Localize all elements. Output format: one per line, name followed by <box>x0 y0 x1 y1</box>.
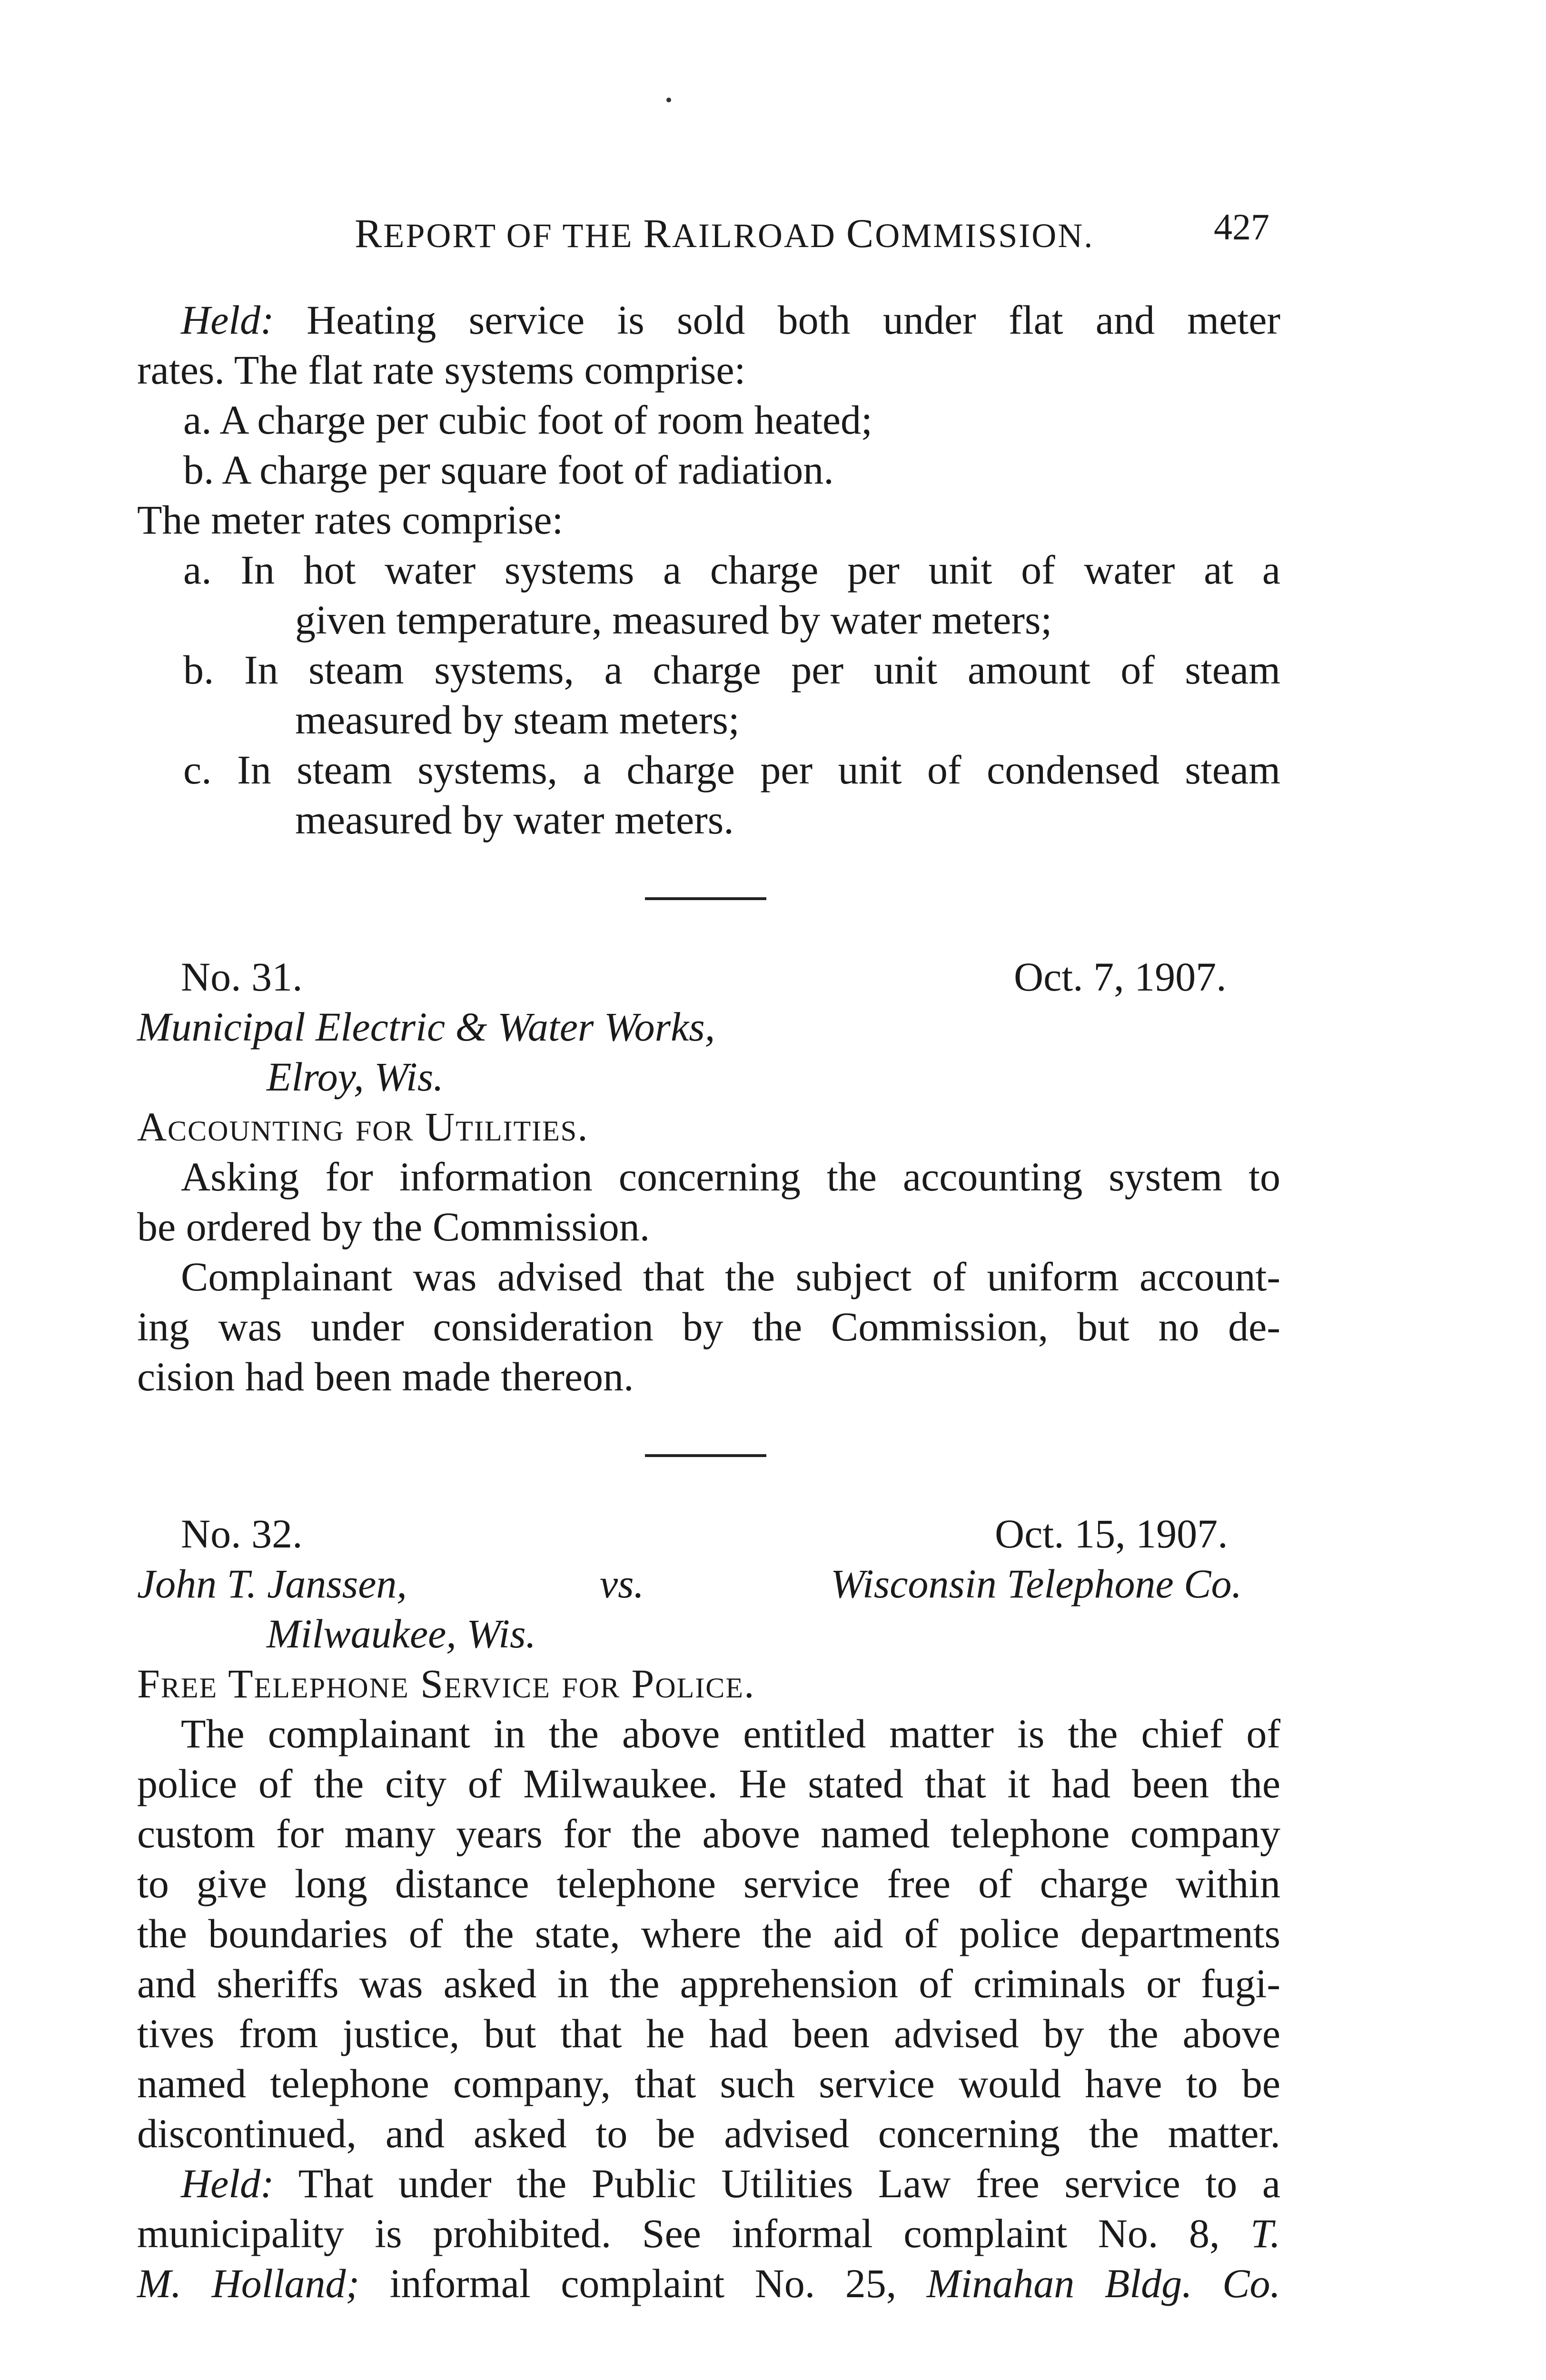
section-divider-2 <box>645 1454 766 1457</box>
case-32-complainant-city: Milwaukee, Wis. <box>267 1611 536 1656</box>
meter-rate-b-2: measured by steam meters; <box>295 697 740 743</box>
case-32-held-line-2-text: municipality is prohibited. See informal complaint No. 8, <box>137 2211 1220 2256</box>
case-32-para-1-line-7: tives from justice, but that he had been advised by the above <box>137 2011 1280 2056</box>
case-31-para-1-line-1: Asking for information concerning the accounting system to <box>181 1154 1280 1200</box>
header-text-3: OMMISSION. <box>875 217 1094 255</box>
header-text-1: EPORT OF THE <box>383 217 644 255</box>
flat-rate-b: b. A charge per square foot of radiation. <box>183 447 834 493</box>
case-31-subject: Accounting for Utilities. <box>137 1104 589 1150</box>
meter-rate-a-2: given temperature, measured by water meters; <box>295 597 1052 643</box>
section-divider-1 <box>645 897 766 900</box>
case-32-para-1-line-9: discontinued, and asked to be advised concerning the matter. <box>137 2111 1280 2156</box>
meter-rate-c-2: measured by water meters. <box>295 797 734 843</box>
header-cap-r: R <box>355 210 384 256</box>
case-31-para-2-line-3: cision had been made thereon. <box>137 1354 634 1399</box>
header-text-2: AILROAD <box>672 217 846 255</box>
meter-intro: The meter rates comprise: <box>137 497 564 543</box>
case-32-para-1-line-6: and sheriffs was asked in the apprehension of criminals or fugi- <box>137 1961 1280 2006</box>
case-32-held-line-1 <box>181 2159 1280 2209</box>
case-32-date: Oct. 15, 1907. <box>995 1511 1228 1557</box>
case-32-held-line-3 <box>137 2259 1280 2309</box>
case-32-held-label: Held: <box>181 2161 274 2206</box>
held-label: Held: <box>181 297 274 343</box>
meter-rate-c-1: c. In steam systems, a charge per unit of condensed steam <box>183 747 1280 793</box>
meter-rate-a-1: a. In hot water systems a charge per unit of water at a <box>183 547 1280 593</box>
flat-rate-a: a. A charge per cubic foot of room heated; <box>183 397 872 443</box>
case-32-held-line-2-initial: T. <box>1250 2211 1280 2256</box>
case-32-held-line-1-text: That under the Public Utilities Law free service to a <box>298 2161 1280 2206</box>
case-32-citation-minahan: Minahan Bldg. Co. <box>926 2261 1280 2306</box>
case-31-para-2-line-1: Complainant was advised that the subject of uniform account- <box>181 1254 1280 1299</box>
case-31-para-1-line-2: be ordered by the Commission. <box>137 1204 650 1250</box>
case-32-para-1-line-2: police of the city of Milwaukee. He stated that it had been the <box>137 1761 1280 1806</box>
case-32-para-1-line-3: custom for many years for the above named telephone company <box>137 1811 1280 1856</box>
case-31-party-city: Elroy, Wis. <box>267 1054 444 1100</box>
case-32-citation-holland: M. Holland; <box>137 2261 360 2306</box>
case-32-subject: Free Telephone Service for Police. <box>137 1661 755 1706</box>
case-31-para-2-line-2: ing was under consideration by the Commission, but no de- <box>137 1304 1280 1349</box>
ink-speck <box>666 98 671 102</box>
held-line-1 <box>181 295 1280 345</box>
case-32-held-line-2 <box>137 2209 1280 2259</box>
case-32-complainant: John T. Janssen, <box>137 1561 407 1606</box>
meter-rate-b-1: b. In steam systems, a charge per unit amount of steam <box>183 647 1280 693</box>
case-32-para-1-line-4: to give long distance telephone service free of charge within <box>137 1861 1280 1906</box>
case-32-para-1-line-5: the boundaries of the state, where the aid of police departments <box>137 1911 1280 1956</box>
page-number: 427 <box>1214 206 1269 248</box>
case-32-held-line-3-text: informal complaint No. 25, <box>389 2261 897 2306</box>
case-32-number: No. 32. <box>181 1511 303 1557</box>
case-31-party-name: Municipal Electric & Water Works, <box>137 1004 715 1050</box>
header-cap-c: C <box>846 210 875 256</box>
case-32-para-1-line-1: The complainant in the above entitled matter is the chief of <box>181 1711 1280 1756</box>
held-line-2: rates. The flat rate systems comprise: <box>137 347 746 393</box>
case-31-number: No. 31. <box>181 954 303 1000</box>
case-32-respondent: Wisconsin Telephone Co. <box>831 1561 1242 1606</box>
case-32-para-1-line-8: named telephone company, that such service would have to be <box>137 2061 1280 2106</box>
running-header <box>355 209 1094 257</box>
case-32-versus: vs. <box>600 1561 644 1606</box>
header-cap-r2: R <box>643 210 672 256</box>
case-31-date: Oct. 7, 1907. <box>1014 954 1227 1000</box>
held-line-1-text: Heating service is sold both under flat and meter <box>307 297 1280 343</box>
